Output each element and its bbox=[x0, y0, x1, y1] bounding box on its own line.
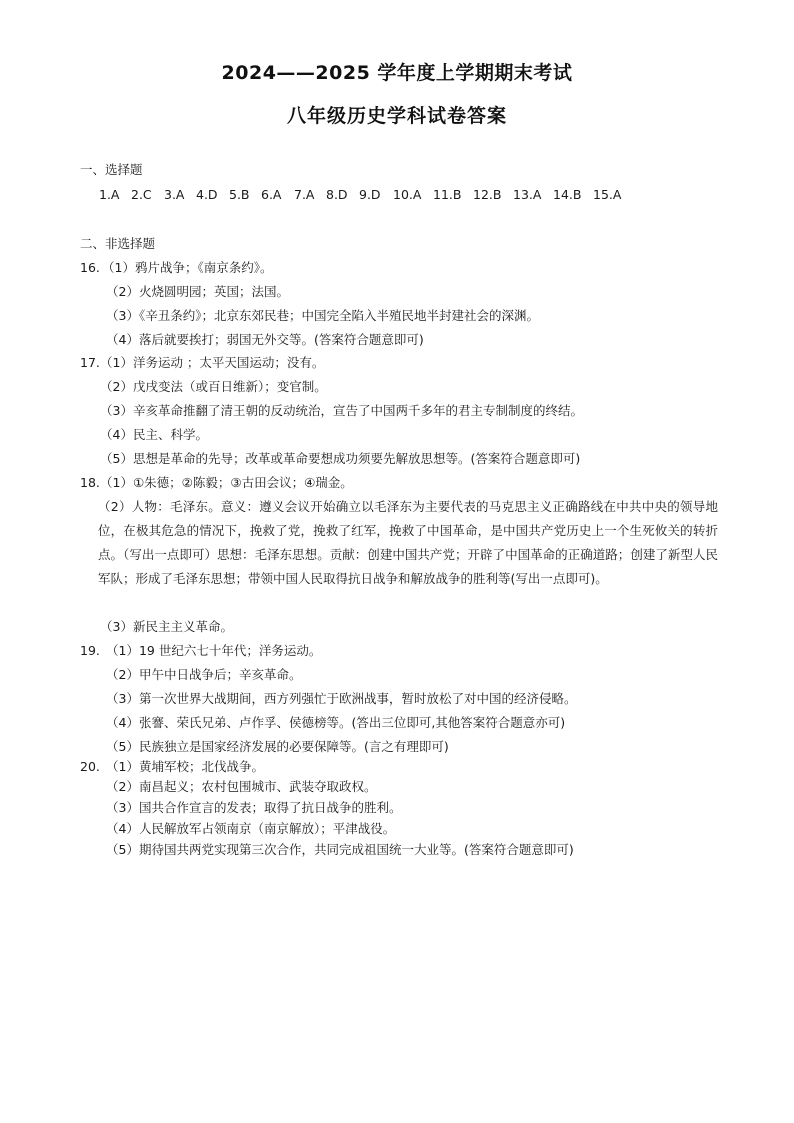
choice-answer: 9.D bbox=[359, 187, 381, 202]
choice-answer: 7.A bbox=[294, 187, 315, 202]
q17-answer-3: （3）辛亥革命推翻了清王朝的反动统治，宣告了中国两千多年的君主专制制度的终结。 bbox=[100, 403, 583, 418]
choice-answer: 10.A bbox=[393, 187, 422, 202]
q20-answer-1: （1）黄埔军校；北伐战争。 bbox=[106, 759, 264, 774]
q20-answer-3: （3）国共合作宣言的发表；取得了抗日战争的胜利。 bbox=[106, 800, 402, 815]
question-number-18: 18. bbox=[80, 475, 100, 490]
q20-answer-4: （4）人民解放军占领南京（南京解放）；平津战役。 bbox=[106, 821, 396, 836]
choice-answer: 4.D bbox=[196, 187, 218, 202]
question-number-17: 17. bbox=[80, 355, 100, 370]
choice-answer: 12.B bbox=[473, 187, 502, 202]
q20-answer-2: （2）南昌起义；农村包围城市、武装夺取政权。 bbox=[106, 779, 377, 794]
question-number-19: 19. bbox=[80, 643, 100, 658]
question-number-16: 16. bbox=[80, 260, 100, 275]
q20-answer-5: （5）期待国共两党实现第三次合作，共同完成祖国统一大业等。(答案符合题意即可) bbox=[106, 842, 574, 857]
q18-answer-3: （3）新民主主义革命。 bbox=[100, 619, 233, 634]
q19-answer-2: （2）甲午中日战争后；辛亥革命。 bbox=[106, 667, 302, 682]
q18-answer-2: （2）人物：毛泽东。意义：遵义会议开始确立以毛泽东为主要代表的马克思主义正确路线在中共中央的领导地位，在极其危急的情况下，挽救了党，挽救了红军，挽救了中国革命，是中国共产党历史上一个生死攸关的转折点。（写出一点即可）思想：毛泽东思想。贡献：创建中国共产党；开辟了中国革命的正确道路；创建了新型人民军队；形成了毛泽东思想；带领中国人民取得抗日战争和解放战争的胜利等(写出一点即可)。 bbox=[98, 499, 718, 586]
q16-answer-4: （4）落后就要挨打；弱国无外交等。(答案符合题意即可) bbox=[106, 332, 424, 347]
question-number-20: 20. bbox=[80, 759, 100, 774]
q19-answer-4: （4）张謇、荣氏兄弟、卢作孚、侯德榜等。(答出三位即可,其他答案符合题意亦可) bbox=[106, 715, 566, 730]
choice-answer: 14.B bbox=[553, 187, 582, 202]
choice-answer: 15.A bbox=[593, 187, 622, 202]
q17-answer-1: （1）洋务运动 ；太平天国运动；没有。 bbox=[100, 355, 325, 370]
choice-answer: 8.D bbox=[326, 187, 348, 202]
q19-answer-1: （1）19 世纪六七十年代；洋务运动。 bbox=[106, 643, 322, 658]
q19-answer-3: （3）第一次世界大战期间，西方列强忙于欧洲战事，暂时放松了对中国的经济侵略。 bbox=[106, 691, 577, 706]
q17-answer-5: （5）思想是革命的先导；改革或革命要想成功须要先解放思想等。(答案符合题意即可) bbox=[100, 451, 581, 466]
q16-answer-2: （2）火烧圆明园；英国；法国。 bbox=[106, 284, 289, 299]
q19-answer-5: （5）民族独立是国家经济发展的必要保障等。(言之有理即可) bbox=[106, 739, 449, 754]
q16-answer-1: （1）鸦片战争；《南京条约》。 bbox=[102, 260, 273, 275]
choice-answer: 6.A bbox=[261, 187, 282, 202]
document-title: 2024——2025 学年度上学期期末考试 bbox=[221, 62, 573, 84]
choice-answer: 2.C bbox=[131, 187, 152, 202]
section-heading-choice: 一、选择题 bbox=[80, 162, 143, 177]
q18-answer-1: （1）①朱德；②陈毅；③古田会议；④瑞金。 bbox=[100, 475, 353, 490]
choice-answer: 11.B bbox=[433, 187, 462, 202]
choice-answer: 5.B bbox=[229, 187, 250, 202]
choice-answer: 13.A bbox=[513, 187, 542, 202]
q17-answer-4: （4）民主、科学。 bbox=[100, 427, 208, 442]
q16-answer-3: （3）《辛丑条约》；北京东郊民巷；中国完全陷入半殖民地半封建社会的深渊。 bbox=[106, 308, 539, 323]
choice-answer: 3.A bbox=[164, 187, 185, 202]
choice-answers-row bbox=[99, 187, 633, 203]
q17-answer-2: （2）戊戌变法（或百日维新）；变官制。 bbox=[100, 379, 327, 394]
choice-answer: 1.A bbox=[99, 187, 120, 202]
section-heading-nonchoice: 二、非选择题 bbox=[80, 236, 156, 251]
document-subtitle: 八年级历史学科试卷答案 bbox=[286, 105, 507, 127]
